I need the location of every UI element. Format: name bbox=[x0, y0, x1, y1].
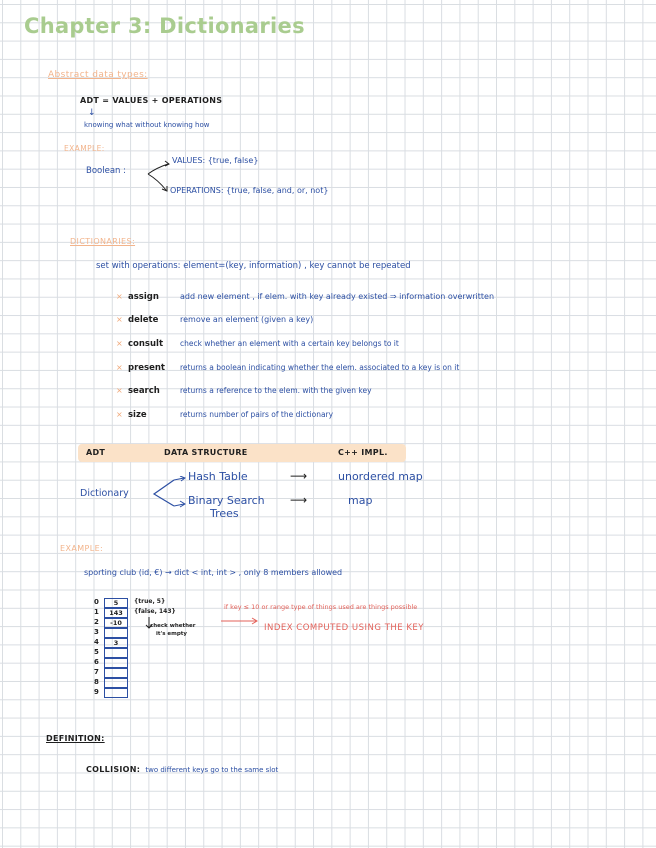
definition-line bbox=[86, 757, 278, 776]
array-slot bbox=[104, 668, 128, 678]
operation-desc: returns number of pairs of the dictionary bbox=[180, 410, 334, 419]
array-index: 1 bbox=[94, 608, 99, 616]
bullet-icon: × bbox=[116, 363, 123, 372]
col-header-data-structure: DATA STRUCTURE bbox=[164, 448, 248, 457]
array-index: 9 bbox=[94, 688, 99, 696]
array-slot bbox=[104, 628, 128, 638]
operation-desc: check whether an element with a certain key belongs to it bbox=[180, 339, 399, 348]
operation-item-consult bbox=[116, 331, 399, 350]
entry-note-true: {true, 5} bbox=[134, 598, 166, 605]
operation-desc: returns a reference to the elem. with the given key bbox=[180, 386, 372, 395]
array-slot: 143 bbox=[104, 608, 128, 618]
operation-desc: add new element , if elem. with key already existed ⇒ information overwritten bbox=[180, 292, 495, 301]
operation-name: search bbox=[128, 386, 160, 396]
definition-text: two different keys go to the same slot bbox=[145, 766, 279, 774]
bullet-icon: × bbox=[116, 339, 123, 348]
row1-data-structure: Hash Table bbox=[188, 470, 248, 483]
bullet-icon: × bbox=[116, 292, 123, 301]
red-arrow-icon bbox=[220, 616, 260, 626]
check-note-line1: check whether bbox=[150, 623, 196, 629]
array-index: 4 bbox=[94, 638, 99, 646]
array-slot: 3 bbox=[104, 638, 128, 648]
array-index: 3 bbox=[94, 628, 99, 636]
row2-data-structure-cont: Trees bbox=[210, 507, 239, 520]
dictionaries-heading: DICTIONARIES: bbox=[70, 237, 136, 246]
adt-formula: ADT = VALUES + OPERATIONS bbox=[80, 96, 223, 105]
array-index: 0 bbox=[94, 598, 99, 606]
array-slot bbox=[104, 688, 128, 698]
entry-note-false: {false, 143} bbox=[134, 608, 176, 615]
array-slot bbox=[104, 678, 128, 688]
operation-item-size bbox=[116, 402, 333, 421]
array-slot bbox=[104, 648, 128, 658]
array-index: 6 bbox=[94, 658, 99, 666]
operation-name: assign bbox=[128, 292, 159, 302]
operation-item-search bbox=[116, 378, 372, 397]
array-slot: -10 bbox=[104, 618, 128, 628]
row-adt-dictionary: Dictionary bbox=[80, 488, 129, 499]
operation-name: size bbox=[128, 410, 147, 420]
operation-desc: remove an element (given a key) bbox=[180, 315, 314, 324]
example2-line: sporting club (id, €) → dict < int, int > , only 8 members allowed bbox=[84, 568, 343, 577]
check-note-line2: it's empty bbox=[156, 631, 187, 637]
array-index: 7 bbox=[94, 668, 99, 676]
boolean-operations: OPERATIONS: {true, false, and, or, not} bbox=[170, 186, 329, 195]
adt-note: knowing what without knowing how bbox=[84, 121, 210, 129]
array-slot: 5 bbox=[104, 598, 128, 608]
row2-cpp-impl: map bbox=[348, 494, 373, 507]
red-note: if key ≤ 10 or range type of things used are things possible bbox=[224, 603, 418, 611]
bullet-icon: × bbox=[116, 315, 123, 324]
operation-desc: returns a boolean indicating whether the elem. associated to a key is on it bbox=[180, 363, 460, 372]
operation-name: present bbox=[128, 363, 165, 373]
array-index: 2 bbox=[94, 618, 99, 626]
operation-name: delete bbox=[128, 315, 159, 325]
col-header-adt: ADT bbox=[86, 448, 106, 457]
example-label-1: EXAMPLE: bbox=[64, 144, 105, 153]
down-arrow-icon: ↓ bbox=[88, 108, 96, 118]
definition-heading: DEFINITION: bbox=[46, 734, 105, 743]
red-caps-note: INDEX COMPUTED USING THE KEY bbox=[264, 623, 424, 633]
boolean-values: VALUES: {true, false} bbox=[172, 156, 259, 165]
row2-arrow-icon: ⟶ bbox=[290, 493, 308, 507]
bullet-icon: × bbox=[116, 410, 123, 419]
boolean-label: Boolean : bbox=[86, 166, 126, 176]
array-index: 5 bbox=[94, 648, 99, 656]
adt-heading: Abstract data types: bbox=[48, 70, 148, 80]
dictionary-brace-arrows bbox=[150, 476, 188, 512]
operation-item-assign bbox=[116, 284, 494, 303]
example-label-2: EXAMPLE: bbox=[60, 544, 104, 553]
dictionaries-intro: set with operations: element=(key, information) , key cannot be repeated bbox=[96, 261, 411, 271]
page-title: Chapter 3: Dictionaries bbox=[24, 14, 305, 38]
operation-name: consult bbox=[128, 339, 164, 349]
row1-arrow-icon: ⟶ bbox=[290, 469, 308, 483]
array-index: 8 bbox=[94, 678, 99, 686]
operation-item-present bbox=[116, 355, 459, 374]
row2-data-structure: Binary Search bbox=[188, 494, 265, 507]
col-header-cpp: C++ IMPL. bbox=[338, 448, 388, 457]
operation-item-delete bbox=[116, 307, 313, 326]
row1-cpp-impl: unordered map bbox=[338, 470, 423, 483]
bullet-icon: × bbox=[116, 386, 123, 395]
definition-term: COLLISION: bbox=[86, 765, 141, 774]
array-slot bbox=[104, 658, 128, 668]
